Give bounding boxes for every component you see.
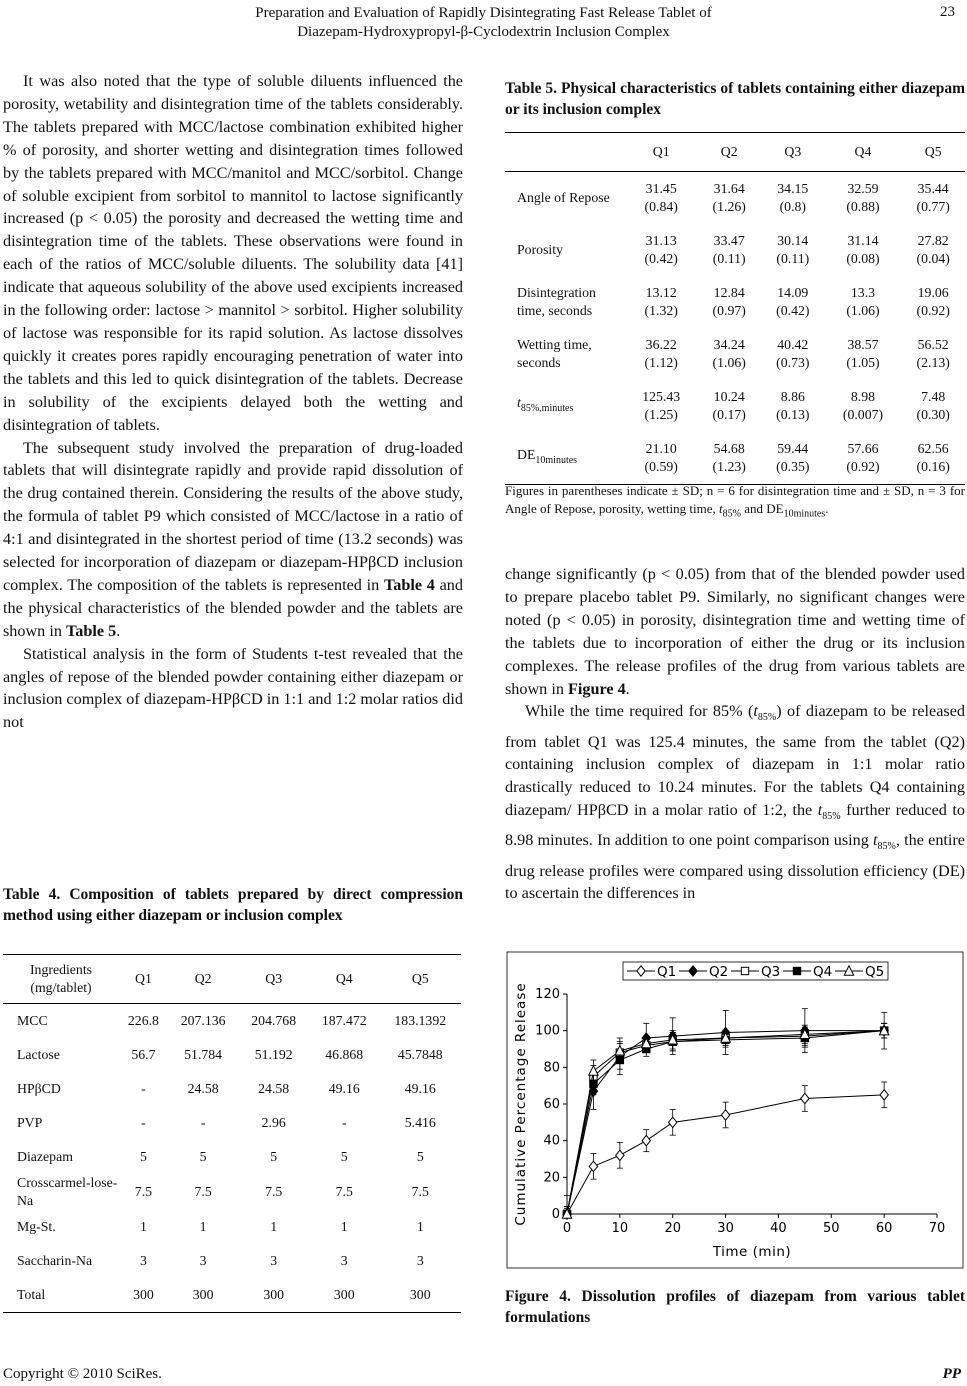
table-row	[3, 1140, 461, 1174]
figure-4-caption: Figure 4. Dissolution profiles of diazepam from various tablet formulations	[505, 1288, 965, 1326]
table-cell: 56.52 (2.13)	[916, 337, 950, 370]
table-cell: 13.12 (1.32)	[644, 285, 678, 318]
table-cell: 45.7848	[397, 1047, 443, 1062]
table-cell: 226.8	[127, 1013, 159, 1028]
left-column	[3, 70, 463, 734]
table-cell: 32.59 (0.88)	[846, 181, 880, 214]
table-cell: 5	[139, 1149, 147, 1164]
y-tick-label: 20	[543, 1170, 560, 1186]
table-cell: 1	[340, 1219, 348, 1234]
row-label: Crosscarmel-lose-Na	[17, 1175, 118, 1208]
table-cell: 7.5	[134, 1184, 153, 1199]
table-cell: 5	[416, 1149, 424, 1164]
column-header: Q5	[901, 133, 965, 172]
table-4-ref: Table 4	[383, 575, 435, 594]
paragraph: change significantly (p < 0.05) from that of the blended powder used to prepare placebo tablet P9. Similarly, no significant changes were noted (p < 0.05) in porosity, disintegration time and wetting time of the tablets due to incorporation of either the drug or its inclusion complexes. The release profiles of the drug from various tablets are shown in Figure 4.	[505, 565, 965, 698]
column-header: Q3	[761, 133, 825, 172]
table-row	[3, 1004, 461, 1039]
table-cell: 10.24 (0.17)	[712, 389, 746, 422]
table-cell: 8.98 (0.007)	[842, 389, 884, 422]
table-cell: 7.48 (0.30)	[916, 389, 950, 422]
table-cell: 51.192	[254, 1047, 293, 1062]
x-tick-label: 50	[823, 1221, 840, 1236]
table-cell: 2.96	[261, 1115, 286, 1130]
table-cell: 27.82 (0.04)	[916, 233, 950, 266]
table-header-row	[505, 133, 965, 172]
table-cell: 30.14 (0.11)	[776, 233, 810, 266]
chart-frame	[507, 952, 963, 1268]
row-label: $DE_{10minutes}$	[517, 447, 578, 466]
row-label: Porosity	[517, 242, 563, 257]
row-label: PVP	[17, 1115, 43, 1130]
table-row	[3, 1038, 461, 1072]
legend-marker	[741, 967, 748, 974]
table-cell: 183.1392	[394, 1013, 447, 1028]
table-row	[505, 276, 965, 328]
table-5-ref: Table 5	[65, 621, 117, 640]
x-tick-label: 30	[717, 1221, 734, 1236]
table-row	[3, 1072, 461, 1106]
table-cell: -	[200, 1115, 206, 1130]
row-label: Wetting time, seconds	[517, 337, 592, 370]
x-axis-label: Time (min)	[712, 1244, 792, 1260]
table-cell: 24.58	[258, 1081, 290, 1096]
row-label: Total	[17, 1287, 46, 1302]
row-label: MCC	[17, 1013, 48, 1028]
legend-label: Q5	[865, 964, 885, 980]
table-cell: 5	[340, 1149, 348, 1164]
legend-label: Q3	[761, 964, 781, 980]
x-tick-label: 40	[770, 1221, 787, 1236]
x-tick-label: 60	[875, 1221, 893, 1236]
row-label: Lactose	[17, 1047, 60, 1062]
table-row	[505, 380, 965, 432]
table-cell: 5	[199, 1149, 207, 1164]
row-label: Mg-St.	[17, 1219, 56, 1234]
table-cell: 49.16	[328, 1081, 360, 1096]
table-cell: 34.15 (0.8)	[777, 181, 809, 214]
table-row	[3, 1278, 461, 1313]
table-cell: 34.24 (1.06)	[712, 337, 746, 370]
table-cell: 1	[270, 1219, 278, 1234]
right-column	[505, 563, 965, 905]
table-cell: 38.57 (1.05)	[846, 337, 880, 370]
legend-label: Q4	[813, 964, 833, 980]
table-cell: 24.58	[187, 1081, 219, 1096]
x-tick-label: 20	[664, 1221, 681, 1236]
table-row	[3, 1174, 461, 1210]
table-cell: 300	[192, 1287, 214, 1302]
dissolution-chart	[505, 950, 965, 1270]
table-cell: 12.84 (0.97)	[712, 285, 746, 318]
table-cell: 62.56 (0.16)	[916, 441, 950, 474]
table-cell: 40.42 (0.73)	[776, 337, 810, 370]
table-cell: 36.22 (1.12)	[644, 337, 678, 370]
table-cell: 7.5	[194, 1184, 212, 1199]
table-5-caption: Table 5. Physical characteristics of tablets containing either diazepam or its inclusion complex	[505, 80, 965, 118]
column-header: Ingredients (mg/tablet)	[3, 955, 119, 1004]
row-label: HPβCD	[17, 1081, 61, 1096]
x-tick-label: 10	[611, 1221, 629, 1236]
column-header: Q5	[380, 955, 461, 1004]
column-header: Q2	[168, 955, 239, 1004]
table-cell: 207.136	[180, 1013, 226, 1028]
table-cell: 33.47 (0.11)	[712, 233, 746, 266]
figure-4-ref: Figure 4	[567, 679, 626, 698]
table-row	[505, 432, 965, 485]
y-tick-label: 0	[551, 1207, 560, 1222]
running-header	[0, 4, 967, 42]
table-cell: 54.68 (1.23)	[712, 441, 746, 474]
table-cell: 49.16	[404, 1081, 436, 1096]
table-cell: 14.09 (0.42)	[776, 285, 810, 318]
table-row	[505, 172, 965, 225]
table-cell: 51.784	[184, 1047, 223, 1062]
table-row	[3, 1106, 461, 1140]
column-header: Q3	[238, 955, 309, 1004]
legend-label: Q1	[657, 964, 677, 980]
table-cell: 7.5	[411, 1184, 429, 1199]
table-4	[3, 954, 461, 1313]
y-tick-label: 100	[535, 1023, 560, 1039]
y-axis-label: Cumulative Percentage Release	[513, 982, 529, 1226]
x-tick-label: 70	[928, 1221, 946, 1236]
table-cell: 125.43 (1.25)	[642, 389, 681, 422]
table-cell: -	[141, 1115, 146, 1130]
table-cell: 187.472	[321, 1013, 367, 1028]
header-line-1: Preparation and Evaluation of Rapidly Disintegrating Fast Release Tablet of	[255, 5, 712, 21]
y-tick-label: 80	[543, 1060, 560, 1076]
page-number: 23	[940, 4, 955, 20]
column-header: Q2	[697, 133, 761, 172]
table-row	[505, 224, 965, 276]
table-cell: 31.14 (0.08)	[846, 233, 880, 266]
table-cell: 57.66 (0.92)	[846, 441, 880, 474]
column-header: Q4	[825, 133, 902, 172]
table-cell: 5.416	[404, 1115, 436, 1130]
table-cell: 56.7	[131, 1047, 156, 1062]
table-cell: 46.868	[325, 1047, 364, 1062]
table-cell: 3	[340, 1253, 348, 1268]
table-row	[3, 1244, 461, 1278]
paragraph: It was also noted that the type of soluble diluents influenced the porosity, wetability and disintegration time of the tablets considerably. The tablets prepared with MCC/lactose combination exhibited higher % of porosity, and shorter wetting and disintegration times followed by the tablets prepared with MCC/manitol and MCC/sorbitol. Change of soluble excipient from sorbitol to mannitol to lactose significantly increased (p < 0.05) the porosity and decreased the wetting time and disintegration time of the tablets. These observations were found in each of the ratios of MCC/soluble diluents. The solubility data [41] indicate that aqueous solubility of the above used excipients increased in the following order: lactose > mannitol > sorbitol. Higher solubility of lactose was responsible for its rapid solution. As lactose dissolves quickly it creates pores rapidly encouraging penetration of water into the tablets and this led to quick disintegration of the tablets. Decrease in solubility of the excipients delayed both the wetting and disintegration of tablets.	[3, 72, 463, 434]
table-cell: 7.5	[265, 1184, 283, 1199]
row-label: Angle of Repose	[517, 190, 610, 205]
column-header: Q4	[309, 955, 380, 1004]
column-header: Q1	[119, 955, 168, 1004]
table-cell: 31.45 (0.84)	[644, 181, 678, 214]
column-header: Q1	[625, 133, 697, 172]
x-tick-label: 0	[562, 1221, 572, 1236]
table-cell: 7.5	[335, 1184, 353, 1199]
table-cell: 3	[416, 1253, 424, 1268]
table-cell: 19.06 (0.92)	[916, 285, 950, 318]
header-line-2: Diazepam-Hydroxypropyl-β-Cyclodextrin Inclusion Complex	[297, 24, 670, 40]
table-cell: 35.44 (0.77)	[916, 181, 950, 214]
table-cell: 300	[333, 1287, 355, 1302]
table-cell: -	[341, 1115, 347, 1130]
paragraph: The subsequent study involved the preparation of drug-loaded tablets that will disintegrate rapidly and provide rapid dissolution of the drug contained therein. Considering the results of the above study, the formula of tablet P9 which consisted of MCC/lactose in a ratio of 4:1 and disintegrated in the shortest period of time (13.2 seconds) was selected for incorporation of diazepam or diazepam-HPβCD inclusion complex. The composition of the tablets is represented in Table 4 and the physical characteristics of the blended powder and the tablets are shown in Table 5.	[3, 438, 463, 640]
legend-label: Q2	[709, 964, 729, 980]
table-row	[3, 1210, 461, 1244]
y-tick-label: 60	[543, 1097, 560, 1112]
table-cell: -	[141, 1081, 146, 1096]
table-cell: 3	[199, 1253, 207, 1268]
table-row	[505, 328, 965, 380]
table-4-caption: Table 4. Composition of tablets prepared by direct compression method using either diazepam or inclusion complex	[3, 886, 463, 924]
table-cell: 5	[270, 1149, 278, 1164]
legend-marker	[793, 967, 800, 974]
table-5-note: Figures in parentheses indicate ± SD; n = 6 for disintegration time and ± SD, n = 3 for Angle of Repose, porosity, wetting time, $t_{85\%}$ and $DE_{10minutes}$.	[505, 483, 965, 520]
row-label: Saccharin-Na	[17, 1253, 93, 1268]
table-cell: 1	[139, 1219, 147, 1234]
table-cell: 300	[409, 1287, 431, 1302]
table-cell: 300	[133, 1287, 154, 1302]
row-label: Diazepam	[17, 1149, 73, 1164]
y-tick-label: 120	[535, 987, 560, 1002]
table-cell: 1	[416, 1219, 424, 1234]
paragraph: While the time required for 85% $(t_{85\%})$ of diazepam to be released from tablet Q1 was 125.4 minutes, the same from the tablet (Q2) containing inclusion complex of diazepam in 1:1 molar ratio drastically reduced to 10.24 minutes. For the tablets Q4 containing diazepam/ HPβCD in a molar ratio of 1:2, the $t_{85\%}$ further reduced to 8.98 minutes. In addition to one point comparison using $t_{85\%}$, the entire drug release profiles were compared using dissolution efficiency (DE) to ascertain the differences in	[505, 702, 966, 903]
table-cell: 59.44 (0.35)	[776, 441, 810, 474]
table-cell: 8.86 (0.13)	[776, 389, 810, 422]
journal-abbrev: PP	[942, 1366, 961, 1382]
y-tick-label: 40	[543, 1133, 560, 1149]
table-cell: 3	[139, 1253, 147, 1268]
table-cell: 31.64 (1.26)	[712, 181, 746, 214]
table-cell: 1	[199, 1219, 207, 1234]
table-cell: 3	[270, 1253, 278, 1268]
row-label: $t_{85\%,minutes}$	[517, 395, 574, 414]
table-cell: 31.13 (0.42)	[644, 233, 678, 266]
table-cell: 13.3 (1.06)	[846, 285, 880, 318]
copyright: Copyright © 2010 SciRes.	[3, 1366, 162, 1382]
table-header-row	[3, 955, 461, 1004]
paragraph: Statistical analysis in the form of Students t-test revealed that the angles of repose of the blended powder containing either diazepam or inclusion complex of diazepam-HPβCD in 1:1 and 1:2 molar ratios did not	[3, 644, 463, 732]
table-5	[505, 132, 965, 485]
row-label: Disintegration time, seconds	[517, 285, 596, 318]
table-cell: 21.10 (0.59)	[644, 441, 678, 474]
table-cell: 204.768	[251, 1013, 297, 1028]
table-cell: 300	[263, 1287, 285, 1302]
